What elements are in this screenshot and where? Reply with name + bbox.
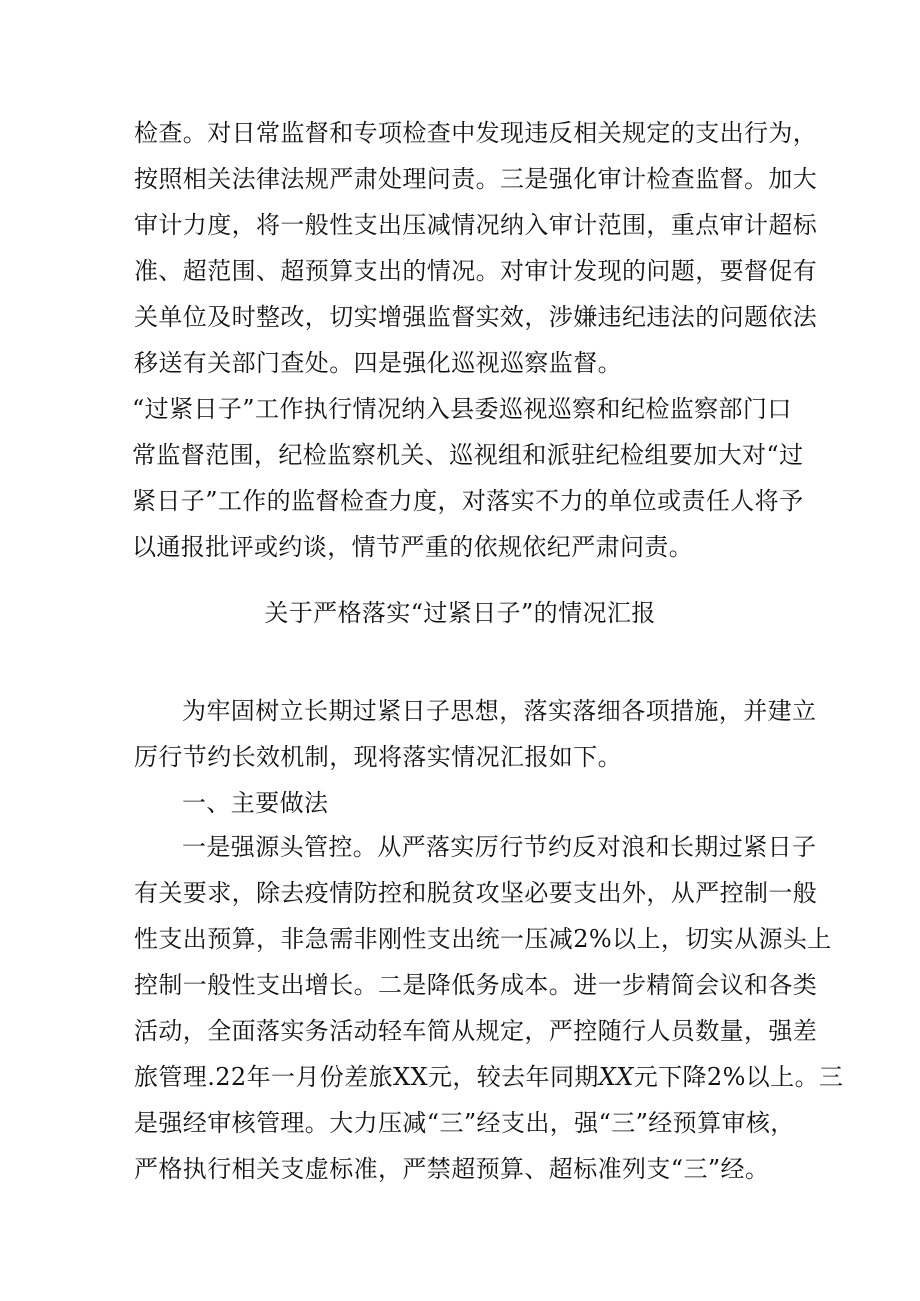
paragraph-line: 有关要求，除去疫情防控和脱贫攻坚必要支出外，从严控制一般 xyxy=(134,879,818,907)
inspection-paragraph xyxy=(132,386,804,570)
paragraph-line xyxy=(134,1054,844,1100)
paragraph-line: “过紧日子”工作执行情况纳入县委巡视巡察和纪检监察部门口 xyxy=(132,395,792,423)
line-segment: 旅管理.22年一月份差旅XX元，较去年同期 xyxy=(134,1063,599,1091)
report-title: 关于严格落实“过紧日子”的情况汇报 xyxy=(264,599,656,627)
placeholder-amount: XX xyxy=(598,1063,634,1091)
paragraph-line: 移送有关部门查处。四是强化巡视巡察监督。 xyxy=(134,349,622,377)
line-segment: 元下降2%以上。三 xyxy=(633,1063,844,1091)
paragraph-line: 一是强源头管控。从严落实厉行节约反对浪和长期过紧日子 xyxy=(182,833,817,861)
paragraph-line: 活动，全面落实务活动轻车简从规定，严控随行人员数量，强差 xyxy=(134,1017,818,1045)
paragraph-line: 厉行节约长效机制，现将落实情况汇报如下。 xyxy=(134,743,622,771)
paragraph-line: 审计力度，将一般性支出压减情况纳入审计范围，重点审计超标 xyxy=(134,211,818,239)
section-heading: 一、主要做法 xyxy=(182,789,329,817)
paragraph-line: 性支出预算，非急需非刚性支出统一压减2%以上，切实从源头上 xyxy=(134,925,832,953)
paragraph-line: 紧日子”工作的监督检查力度，对落实不力的单位或责任人将予 xyxy=(132,487,804,515)
paragraph-line: 常监督范围，纪检监察机关、巡视组和派驻纪检组要加大对“过 xyxy=(132,441,804,469)
measures-paragraph xyxy=(134,824,844,1192)
paragraph-line: 检查。对日常监督和专项检查中发现违反相关规定的支出行为， xyxy=(134,119,818,147)
paragraph-line: 以通报批评或约谈，情节严重的依规依纪严肃问责。 xyxy=(132,533,694,561)
intro-paragraph xyxy=(134,688,817,826)
paragraph-line: 是强经审核管理。大力压减“三”经支出，强“三”经预算审核， xyxy=(134,1109,795,1137)
continuation-paragraph xyxy=(134,110,818,386)
paragraph-line: 按照相关法律法规严肃处理问责。三是强化审计检查监督。加大 xyxy=(134,165,818,193)
paragraph-line: 控制一般性支出增长。二是降低务成本。进一步精简会议和各类 xyxy=(134,971,818,999)
paragraph-line: 准、超范围、超预算支出的情况。对审计发现的问题，要督促有 xyxy=(134,257,818,285)
paragraph-line: 关单位及时整改，切实增强监督实效，涉嫌违纪违法的问题依法 xyxy=(134,303,818,331)
paragraph-line: 严格执行相关支虚标准，严禁超预算、超标准列支“三”经。 xyxy=(134,1155,770,1183)
paragraph-line: 为牢固树立长期过紧日子思想，落实落细各项措施，并建立 xyxy=(182,697,817,725)
